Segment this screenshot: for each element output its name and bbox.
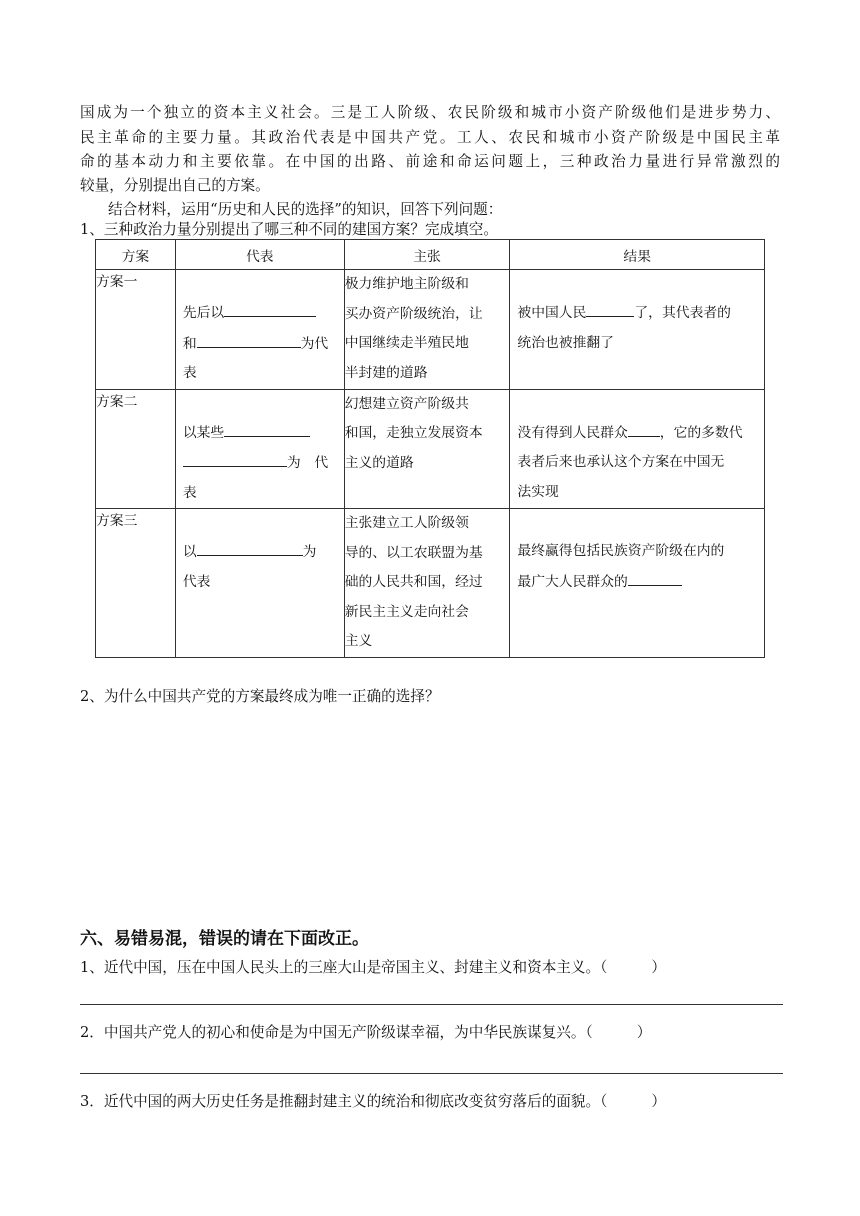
close-paren: ）	[651, 959, 666, 976]
rep-text: 先后以	[182, 305, 225, 321]
plan-table	[95, 239, 765, 658]
header-plan: 方案	[96, 240, 176, 270]
representative-cell	[175, 270, 344, 390]
result-cell	[510, 509, 765, 658]
claim-line: 主义	[344, 633, 373, 649]
plan-label: 方案一	[96, 270, 176, 390]
result-text: 被中国人民	[517, 305, 587, 321]
true-false-item-3	[80, 1089, 780, 1114]
instruction-text: 结合材料，运用“历史和人民的选择”的知识，回答下列问题：	[108, 201, 503, 218]
claim-line: 中国继续走半殖民地	[344, 335, 469, 351]
header-representative: 代表	[175, 240, 344, 270]
fill-blank[interactable]	[224, 298, 316, 317]
close-paren: ）	[651, 1093, 666, 1110]
item-text: 2．中国共产党人的初心和使命是为中国无产阶级谋幸福，为中华民族谋复兴。（	[80, 1024, 593, 1041]
header-result: 结果	[510, 240, 765, 270]
item-text: 1、近代中国，压在中国人民头上的三座大山是帝国主义、封建主义和资本主义。（	[80, 959, 608, 976]
answer-line[interactable]	[80, 1073, 783, 1074]
rep-text: 为 代	[286, 455, 329, 471]
claim-cell	[344, 270, 510, 390]
rep-text: 为代	[300, 335, 329, 352]
claim-line: 买办资产阶级统治，让	[344, 305, 483, 322]
rep-text: 以	[182, 544, 197, 560]
representative-cell	[175, 509, 344, 658]
representative-cell	[175, 389, 344, 509]
claim-cell	[344, 509, 510, 658]
claim-line: 和国，走独立发展资本	[344, 425, 483, 441]
close-paren: ）	[636, 1024, 652, 1041]
result-text: 最终赢得包括民族资产阶级在内的	[517, 543, 725, 559]
plan-label: 方案二	[96, 389, 176, 509]
rep-text: 为	[302, 544, 317, 560]
table-row	[96, 509, 765, 658]
result-text: 法实现	[517, 483, 559, 500]
claim-cell	[344, 389, 510, 509]
claim-line: 新民主主义走向社会	[344, 603, 469, 620]
fill-blank[interactable]	[586, 298, 634, 317]
intro-line-1: 国成为一个独立的资本主义社会。三是工人阶级、农民阶级和城市小资产阶级他们是进步势力、	[80, 104, 780, 121]
claim-line: 幻想建立资产阶级共	[344, 395, 469, 412]
result-text: 了，其代表者的	[634, 305, 731, 321]
fill-blank[interactable]	[224, 418, 310, 437]
rep-text: 以某些	[182, 424, 225, 441]
result-cell	[510, 270, 765, 390]
fill-blank[interactable]	[197, 329, 301, 348]
question-1: 1、三种政治力量分别提出了哪三种不同的建国方案？完成填空。	[80, 221, 498, 238]
result-text: 表者后来也承认这个方案在中国无	[517, 454, 725, 470]
fill-blank[interactable]	[628, 567, 682, 586]
intro-line-2: 民主革命的主要力量。其政治代表是中国共产党。工人、农民和城市小资产阶级是中国民主革	[80, 129, 780, 146]
result-cell	[510, 389, 765, 509]
rep-text: 代表	[182, 573, 211, 590]
table-row	[96, 270, 765, 390]
fill-blank[interactable]	[197, 537, 303, 556]
fill-blank[interactable]	[628, 418, 660, 437]
rep-text: 表	[182, 484, 197, 501]
rep-text: 和	[182, 335, 197, 352]
table-row	[96, 389, 765, 509]
claim-line: 主张建立工人阶级领	[344, 515, 469, 531]
claim-line: 半封建的道路	[344, 364, 428, 381]
fill-blank[interactable]	[183, 448, 287, 467]
intro-line-3: 命的基本动力和主要依靠。在中国的出路、前途和命运问题上，三种政治力量进行异常激烈的	[80, 153, 780, 170]
true-false-item-2	[80, 1020, 780, 1045]
result-text: ，它的多数代	[659, 424, 743, 441]
question-2: 2、为什么中国共产党的方案最终成为唯一正确的选择？	[80, 688, 440, 705]
claim-line: 极力维护地主阶级和	[344, 276, 469, 292]
claim-line: 主义的道路	[344, 454, 414, 471]
section-6-title: 六、易错易混，错误的请在下面改正。	[80, 929, 369, 949]
rep-text: 表	[182, 365, 197, 381]
item-text: 3．近代中国的两大历史任务是推翻封建主义的统治和彻底改变贫穷落后的面貌。（	[80, 1093, 608, 1110]
result-text: 没有得到人民群众	[517, 424, 628, 441]
intro-line-4: 较量，分别提出自己的方案。	[80, 177, 270, 194]
plan-label: 方案三	[96, 509, 176, 658]
claim-line: 导的、以工农联盟为基	[344, 544, 483, 561]
result-text: 统治也被推翻了	[517, 334, 614, 351]
claim-line: 础的人民共和国，经过	[344, 574, 483, 590]
header-claim: 主张	[344, 240, 510, 270]
answer-line[interactable]	[80, 1004, 783, 1005]
true-false-item-1	[80, 955, 780, 980]
table-header-row	[96, 240, 765, 270]
result-text: 最广大人民群众的	[517, 573, 628, 590]
